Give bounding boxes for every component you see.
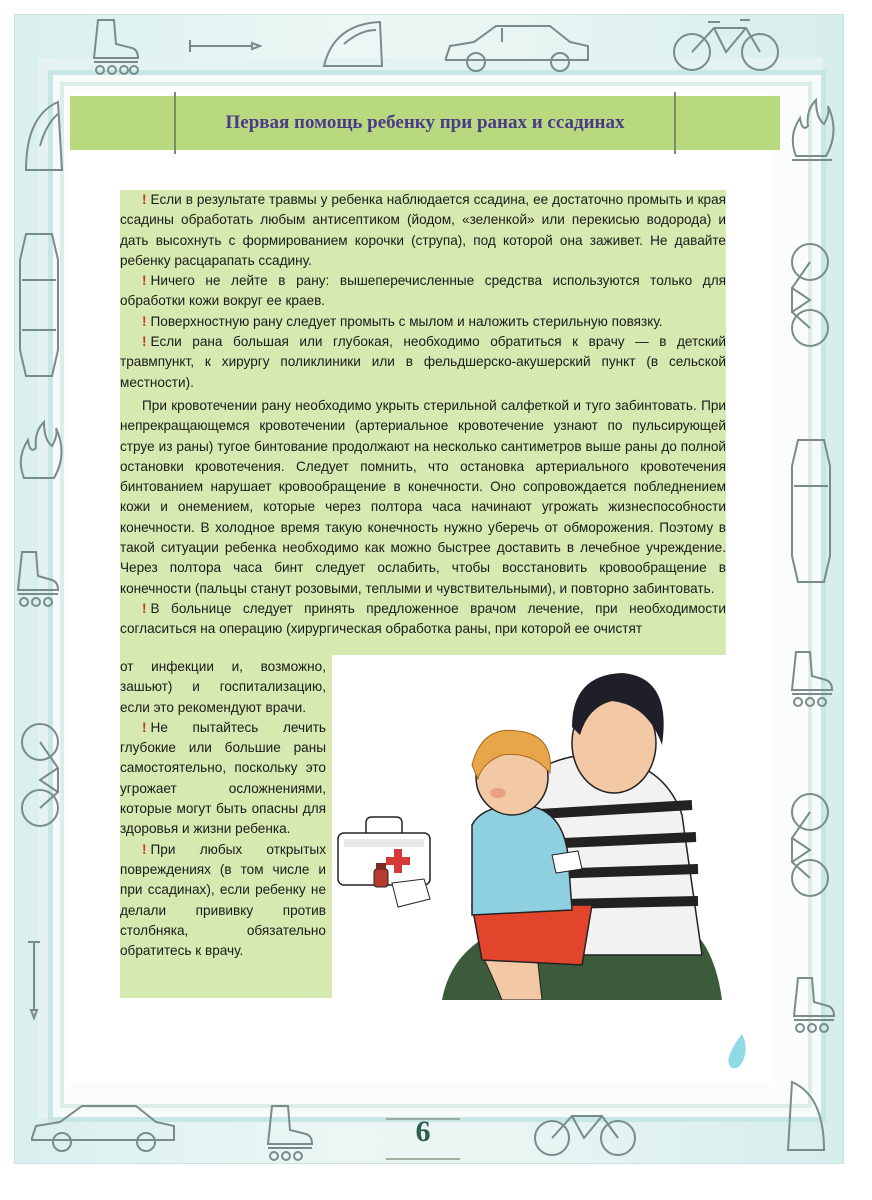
paragraph: от инфекции и, возможно, зашьют) и госпитализацию, если это рекомендуют врачи. <box>120 659 326 715</box>
car-icon <box>28 1100 178 1154</box>
nail-icon <box>188 38 262 54</box>
roller-skate-icon <box>784 646 836 708</box>
paragraph: При кровотечении рану необходимо укрыть стерильной салфеткой и туго забинтовать. При непрекращающемся кровотечении (артериальное кровотечение узнают по пульсирующей струе из раны) тугое бинтование продолжают на несколько сантиметров выше раны до полной остановки кровотечения. Следует помнить, что остановка артериального кровотечения бинтованием нарушает кровообращение в конечности. Оно сопровождается побледнением кожи и онемением, которые через полтора часа начинают угрожать жизнеспособности конечности. В холодное время такую конечность нужно уберечь от обморожения. Поэтому в такой ситуации ребенка необходимо как можно быстрее доставить в лечебное учреждение. Через полтора часа бинт следует ослабить, чтобы восстановить кровообращение в конечности (пальцы станут розовыми, теплыми и чувствительными), и повторно забинтовать. <box>120 397 726 596</box>
paragraph: ! Если в результате травмы у ребенка наблюдается ссадина, ее достаточно промыть и края ссадины обработать любым антисептиком (йодом, «зеленкой» или перекисью водорода) и дать высохнуть с формированием корочки (струпа), под которой она заживет. Не давайте ребенку расцарапать ссадину. <box>120 192 726 268</box>
exclamation-marker: ! <box>142 273 147 289</box>
fire-icon <box>14 418 66 488</box>
illustration-father-and-child <box>332 655 726 1000</box>
roller-skate-icon <box>258 1100 318 1162</box>
ink-drop-icon <box>726 1032 750 1072</box>
car-icon <box>14 230 64 380</box>
page-title: Первая помощь ребенку при ранах и ссадинах <box>225 112 625 133</box>
iron-icon <box>782 1076 834 1156</box>
first-aid-kit-icon <box>338 817 430 907</box>
paragraph: ! При любых открытых повреждениях (в том числе и при ссадинах), если ребенку не делали прививку против столбняка, обязательно обратитесь к врачу. <box>120 841 326 959</box>
paragraph: ! Ничего не лейте в рану: вышеперечисленные средства используются только для обработки кожи вокруг ее краев. <box>120 273 726 309</box>
fire-icon <box>786 96 836 166</box>
roller-skate-icon <box>786 972 838 1034</box>
roller-skate-icon <box>10 546 62 608</box>
car-icon <box>442 20 592 74</box>
bicycle-icon <box>530 1104 640 1158</box>
paragraph: ! Поверхностную рану следует промыть с мылом и наложить стерильную повязку. <box>142 313 663 329</box>
page-number: 6 <box>415 1115 431 1148</box>
exclamation-marker: ! <box>142 334 147 350</box>
bicycle-icon <box>782 240 836 350</box>
exclamation-marker: ! <box>142 192 147 207</box>
bicycle-icon <box>668 14 784 74</box>
paragraph: ! В больнице следует принять предложенное врачом лечение, при необходимости согласиться на операцию (хирургическая обработка раны, при которой ее очистят <box>120 600 726 637</box>
bicycle-icon <box>782 790 836 900</box>
iron-icon <box>320 14 390 74</box>
article-text-column <box>120 657 326 961</box>
exclamation-marker: ! <box>142 313 147 329</box>
iron-icon <box>18 96 68 176</box>
nail-icon <box>26 940 42 1020</box>
exclamation-marker: ! <box>142 719 147 735</box>
paragraph: ! Если рана большая или глубокая, необходимо обратиться к врачу — в детский травмпункт, к хирургу поликлиники или в фельдшерско-акушерский пункт (в сельской местности). <box>120 334 726 390</box>
paragraph: ! Не пытайтесь лечить глубокие или большие раны самостоятельно, поскольку это угрожает осложнениями, которые могут быть опасны для здоровья и жизни ребенка. <box>120 719 326 837</box>
exclamation-marker: ! <box>142 841 147 857</box>
car-icon <box>786 436 836 586</box>
article-text <box>120 190 726 640</box>
roller-skate-icon <box>84 14 144 76</box>
exclamation-marker: ! <box>142 600 147 616</box>
bicycle-icon <box>14 720 68 830</box>
